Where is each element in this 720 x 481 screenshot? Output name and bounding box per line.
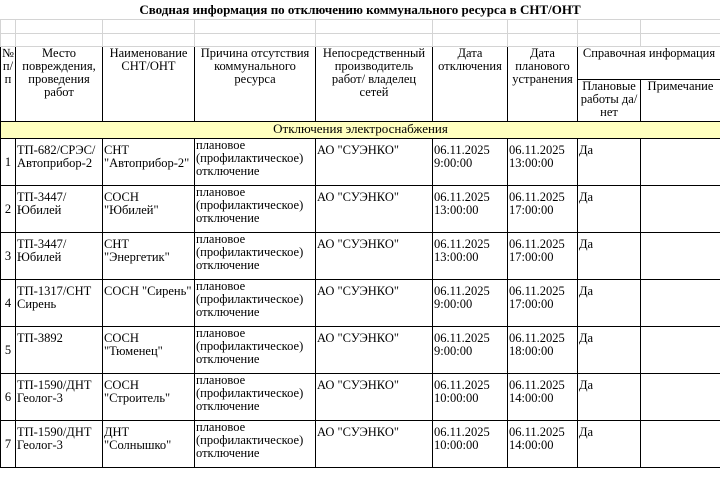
header-reason: Причина отсутствия коммунального ресурса	[195, 47, 316, 122]
cell-name: СОСН "Сирень"	[103, 280, 195, 327]
cell-producer: АО "СУЭНКО"	[316, 186, 433, 233]
cell-planned: Да	[578, 139, 641, 186]
cell-fix-date: 06.11.2025 14:00:00	[508, 421, 578, 468]
header-reference: Справочная информация	[578, 47, 720, 80]
blank-row	[1, 20, 720, 34]
section-label: Отключения электроснабжения	[1, 122, 720, 139]
header-note: Примечание	[641, 80, 720, 122]
cell-reason: плановое (профилактическое) отключение	[195, 421, 316, 468]
cell-note	[641, 421, 720, 468]
cell-fix-date: 06.11.2025 17:00:00	[508, 280, 578, 327]
cell-note	[641, 374, 720, 421]
cell-fix-date: 06.11.2025 17:00:00	[508, 233, 578, 280]
cell-producer: АО "СУЭНКО"	[316, 233, 433, 280]
table-row	[1, 280, 720, 327]
row-number: 3	[1, 233, 16, 280]
cell-off-date: 06.11.2025 13:00:00	[433, 233, 508, 280]
cell-location: ТП-3447/ Юбилей	[16, 186, 103, 233]
cell-producer: АО "СУЭНКО"	[316, 327, 433, 374]
cell-name: СОСН "Тюменец"	[103, 327, 195, 374]
cell-planned: Да	[578, 374, 641, 421]
table-row	[1, 233, 720, 280]
cell-fix-date: 06.11.2025 13:00:00	[508, 139, 578, 186]
cell-name: СНТ "Автоприбор-2"	[103, 139, 195, 186]
cell-off-date: 06.11.2025 13:00:00	[433, 186, 508, 233]
cell-name: СОСН "Строитель"	[103, 374, 195, 421]
cell-location: ТП-3447/ Юбилей	[16, 233, 103, 280]
cell-off-date: 06.11.2025 10:00:00	[433, 374, 508, 421]
cell-name: СНТ "Энергетик"	[103, 233, 195, 280]
cell-fix-date: 06.11.2025 18:00:00	[508, 327, 578, 374]
cell-name: СОСН "Юбилей"	[103, 186, 195, 233]
outage-table	[0, 19, 720, 468]
table-row	[1, 186, 720, 233]
cell-off-date: 06.11.2025 10:00:00	[433, 421, 508, 468]
cell-producer: АО "СУЭНКО"	[316, 280, 433, 327]
row-number: 6	[1, 374, 16, 421]
cell-fix-date: 06.11.2025 14:00:00	[508, 374, 578, 421]
blank-row	[1, 34, 720, 47]
document-title: Сводная информация по отключению коммунального ресурса в СНТ/ОНТ	[139, 2, 581, 17]
cell-note	[641, 186, 720, 233]
cell-location: ТП-682/СРЭС/ Автоприбор-2	[16, 139, 103, 186]
cell-producer: АО "СУЭНКО"	[316, 374, 433, 421]
table-row	[1, 139, 720, 186]
table-row	[1, 374, 720, 421]
header-producer: Непосредственный производитель работ/ владелец сетей	[316, 47, 433, 122]
cell-producer: АО "СУЭНКО"	[316, 139, 433, 186]
cell-reason: плановое (профилактическое) отключение	[195, 139, 316, 186]
header-name: Наименование СНТ/ОНТ	[103, 47, 195, 122]
table-row	[1, 421, 720, 468]
cell-reason: плановое (профилактическое) отключение	[195, 186, 316, 233]
cell-producer: АО "СУЭНКО"	[316, 421, 433, 468]
header-location: Место повреждения, проведения работ	[16, 47, 103, 122]
cell-location: ТП-1590/ДНТ Геолог-3	[16, 421, 103, 468]
row-number: 1	[1, 139, 16, 186]
cell-planned: Да	[578, 233, 641, 280]
cell-note	[641, 327, 720, 374]
cell-location: ТП-1590/ДНТ Геолог-3	[16, 374, 103, 421]
row-number: 5	[1, 327, 16, 374]
header-fix-date: Дата планового устранения	[508, 47, 578, 122]
cell-off-date: 06.11.2025 9:00:00	[433, 139, 508, 186]
header-planned: Плановые работы да/нет	[578, 80, 641, 122]
cell-note	[641, 233, 720, 280]
cell-planned: Да	[578, 421, 641, 468]
cell-location: ТП-3892	[16, 327, 103, 374]
header-off-date: Дата отключения	[433, 47, 508, 122]
cell-reason: плановое (профилактическое) отключение	[195, 280, 316, 327]
row-number: 7	[1, 421, 16, 468]
cell-reason: плановое (профилактическое) отключение	[195, 374, 316, 421]
cell-note	[641, 139, 720, 186]
cell-reason: плановое (профилактическое) отключение	[195, 233, 316, 280]
cell-note	[641, 280, 720, 327]
cell-planned: Да	[578, 327, 641, 374]
row-number: 4	[1, 280, 16, 327]
section-row	[1, 122, 720, 139]
table-row	[1, 327, 720, 374]
row-number: 2	[1, 186, 16, 233]
header-num: № п/п	[1, 47, 16, 122]
cell-planned: Да	[578, 186, 641, 233]
cell-planned: Да	[578, 280, 641, 327]
cell-off-date: 06.11.2025 9:00:00	[433, 327, 508, 374]
cell-fix-date: 06.11.2025 17:00:00	[508, 186, 578, 233]
cell-reason: плановое (профилактическое) отключение	[195, 327, 316, 374]
cell-location: ТП-1317/СНТ Сирень	[16, 280, 103, 327]
header-row	[1, 47, 720, 80]
cell-off-date: 06.11.2025 9:00:00	[433, 280, 508, 327]
cell-name: ДНТ "Солнышко"	[103, 421, 195, 468]
